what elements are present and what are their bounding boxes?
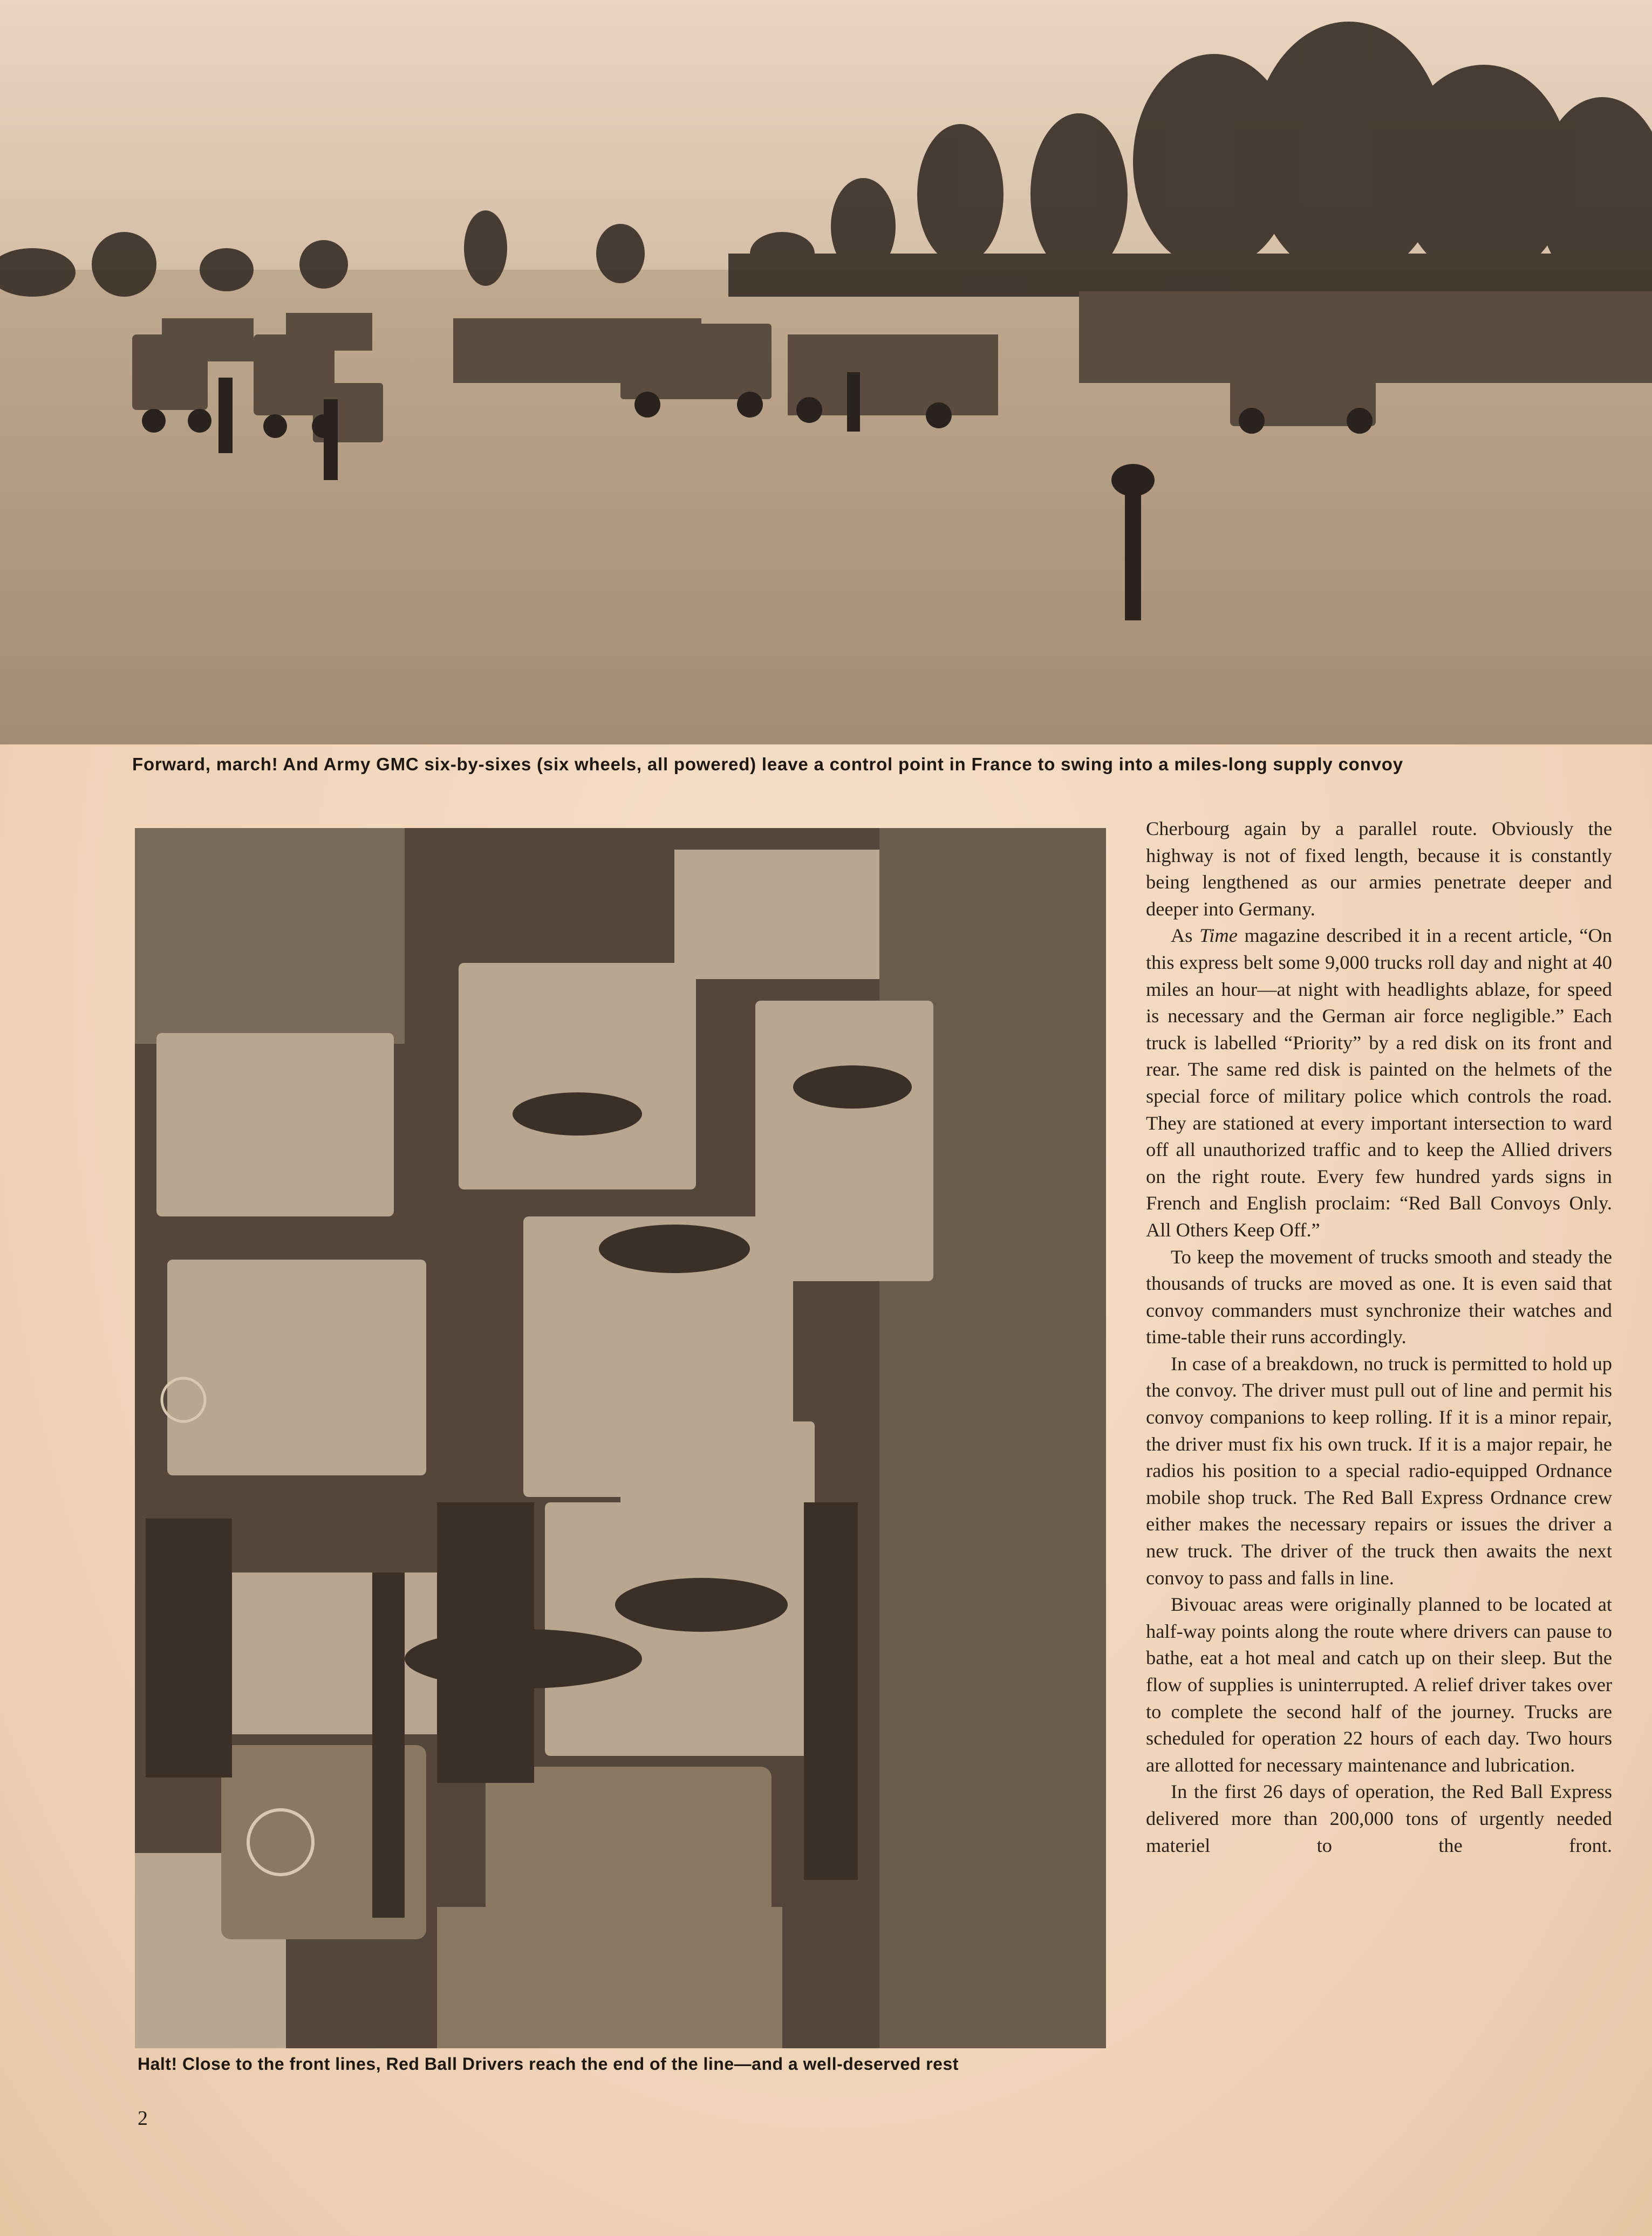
paragraph-synchronize: To keep the movement of trucks smooth and steady the thousands of trucks are moved as one. It is even said that convoy commanders must synchronize their watches and time-table their runs accordingly. <box>1146 1246 1612 1348</box>
drivers-resting-photo <box>135 828 1106 2048</box>
paragraph-time-body: magazine described it in a recent article, “On this express belt some 9,000 trucks roll day and night at 40 miles an hour—at night with headlights ablaze, for speed is necessary and the German air force negligible.” Each truck is labelled “Priority” by a red disk on its front and rear. The same red disk is painted on the helmets of the special force of military police which controls the road. They are stationed at every important intersection to ward off all unauthorized traffic and to keep the Allied drivers on the right route. Every few hundred yards signs in French and English proclaim: “Red Ball Convoys Only. All Others Keep Off.” <box>1146 925 1612 1241</box>
paragraph-first-26-days: In the first 26 days of operation, the Red Ball Express delivered more than 200,000 tons of urgently needed materiel to the front. <box>1146 1781 1612 1856</box>
top-photo-caption: Forward, march! And Army GMC six-by-sixes (six wheels, all powered) leave a control point in France to swing into a miles-long supply convoy <box>132 754 1403 774</box>
page-number: 2 <box>138 2107 148 2130</box>
resting-drivers-illustration <box>135 828 1106 2048</box>
paragraph-time-magazine <box>1146 922 1612 1243</box>
paragraph-time-lead: As <box>1171 925 1200 947</box>
article-body <box>1146 816 1612 1859</box>
paragraph-cherbourg: Cherbourg again by a parallel route. Obviously the highway is not of fixed length, because it is constantly being lengthened as our armies penetrate deeper and deeper into Germany. <box>1146 818 1612 920</box>
convoy-control-point-photo <box>0 0 1652 744</box>
paragraph-breakdown: In case of a breakdown, no truck is permitted to hold up the convoy. The driver must pull out of line and permit his convoy companions to keep rolling. If it is a minor repair, the driver must fix his own truck. If it is a major repair, he radios his position to a special radio-equipped Ordnance mobile shop truck. The Red Ball Express Ordnance crew either makes the necessary repairs or issues the driver a new truck. The driver of the truck then awaits the next convoy to pass and falls in line. <box>1146 1352 1612 1589</box>
convoy-photo-illustration <box>0 0 1652 744</box>
bottom-photo-caption: Halt! Close to the front lines, Red Ball Drivers reach the end of the line—and a well-deserved rest <box>138 2054 959 2074</box>
paragraph-bivouac: Bivouac areas were originally planned to be located at half-way points along the route where drivers can pause to bathe, eat a hot meal and catch up on their sleep. But the flow of supplies is uninterrupted. A relief driver takes over to complete the second half of the journey. Trucks are scheduled for operation 22 hours of each day. Two hours are allotted for necessary maintenance and lubrication. <box>1146 1594 1612 1776</box>
time-magazine-title: Time <box>1199 925 1238 947</box>
